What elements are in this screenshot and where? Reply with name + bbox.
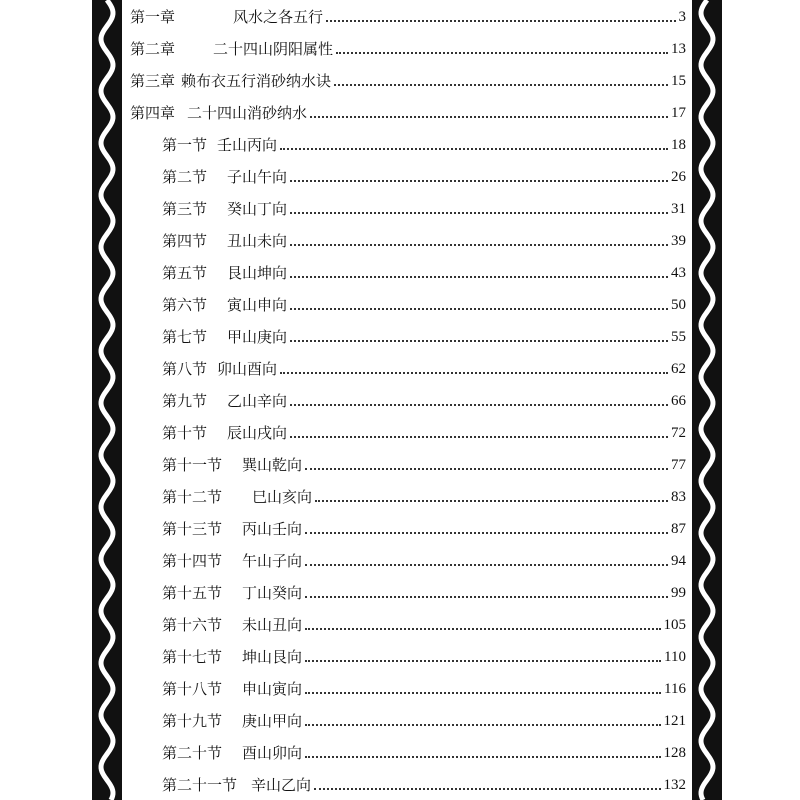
toc-entry-section-5[interactable] bbox=[162, 258, 686, 282]
dot-leader bbox=[280, 372, 668, 374]
dot-leader bbox=[290, 404, 668, 406]
page-number: 105 bbox=[663, 617, 686, 633]
page-number: 31 bbox=[671, 201, 686, 217]
section-title: 子山午向 bbox=[227, 168, 288, 186]
toc-entry-section-10[interactable] bbox=[162, 418, 686, 442]
toc-entry-chapter-2[interactable] bbox=[130, 34, 686, 58]
dot-leader bbox=[334, 84, 668, 86]
chapter-label: 第一章 bbox=[130, 8, 176, 26]
dot-leader bbox=[305, 564, 668, 566]
dot-leader bbox=[315, 500, 668, 502]
section-label: 第十二节 bbox=[162, 488, 223, 506]
toc-entry-section-16[interactable] bbox=[162, 610, 686, 634]
dot-leader bbox=[305, 628, 660, 630]
section-label: 第十九节 bbox=[162, 712, 223, 730]
dot-leader bbox=[280, 148, 668, 150]
page-number: 94 bbox=[671, 553, 686, 569]
page-number: 50 bbox=[671, 297, 686, 313]
section-title: 艮山坤向 bbox=[227, 264, 288, 282]
section-label: 第四节 bbox=[162, 232, 208, 250]
dot-leader bbox=[290, 180, 668, 182]
section-title: 丙山壬向 bbox=[242, 520, 303, 538]
dot-leader bbox=[290, 308, 668, 310]
chapter-title: 二十四山消砂纳水 bbox=[187, 104, 308, 122]
toc-entry-section-21[interactable] bbox=[162, 770, 686, 794]
section-title: 巽山乾向 bbox=[242, 456, 303, 474]
toc-entry-section-11[interactable] bbox=[162, 450, 686, 474]
section-label: 第二节 bbox=[162, 168, 208, 186]
page-number: 83 bbox=[671, 489, 686, 505]
dot-leader bbox=[305, 724, 660, 726]
section-label: 第十五节 bbox=[162, 584, 223, 602]
chapter-title: 二十四山阴阳属性 bbox=[213, 40, 334, 58]
page-number: 18 bbox=[671, 137, 686, 153]
section-title: 丁山癸向 bbox=[242, 584, 303, 602]
dot-leader bbox=[305, 692, 661, 694]
chapter-title: 赖布衣五行消砂纳水诀 bbox=[181, 72, 332, 90]
section-label: 第十六节 bbox=[162, 616, 223, 634]
page-number: 77 bbox=[671, 457, 686, 473]
chapter-title: 风水之各五行 bbox=[233, 8, 324, 26]
page-number: 17 bbox=[671, 105, 686, 121]
section-title: 巳山亥向 bbox=[252, 488, 313, 506]
section-label: 第三节 bbox=[162, 200, 208, 218]
page-number: 110 bbox=[664, 649, 686, 665]
toc-entry-section-13[interactable] bbox=[162, 514, 686, 538]
section-title: 申山寅向 bbox=[242, 680, 303, 698]
toc-entry-section-18[interactable] bbox=[162, 674, 686, 698]
section-title: 癸山丁向 bbox=[227, 200, 288, 218]
page-number: 87 bbox=[671, 521, 686, 537]
page-number: 13 bbox=[671, 41, 686, 57]
toc-entry-section-8[interactable] bbox=[162, 354, 686, 378]
dot-leader bbox=[305, 660, 661, 662]
dot-leader bbox=[305, 756, 660, 758]
section-title: 乙山辛向 bbox=[227, 392, 288, 410]
right-decorative-border bbox=[692, 0, 722, 800]
toc-entry-section-12[interactable] bbox=[162, 482, 686, 506]
page-number: 99 bbox=[671, 585, 686, 601]
section-label: 第十八节 bbox=[162, 680, 223, 698]
page-number: 121 bbox=[663, 713, 686, 729]
toc-entry-section-2[interactable] bbox=[162, 162, 686, 186]
section-label: 第十四节 bbox=[162, 552, 223, 570]
toc-entry-chapter-4[interactable] bbox=[130, 98, 686, 122]
toc-entry-section-4[interactable] bbox=[162, 226, 686, 250]
section-label: 第十节 bbox=[162, 424, 208, 442]
page-number: 66 bbox=[671, 393, 686, 409]
chapter-label: 第四章 bbox=[130, 104, 176, 122]
section-title: 坤山艮向 bbox=[242, 648, 303, 666]
section-label: 第二十一节 bbox=[162, 776, 238, 794]
chapter-label: 第二章 bbox=[130, 40, 176, 58]
chapter-label: 第三章 bbox=[130, 72, 176, 90]
page-number: 15 bbox=[671, 73, 686, 89]
toc-entry-section-20[interactable] bbox=[162, 738, 686, 762]
section-label: 第五节 bbox=[162, 264, 208, 282]
dot-leader bbox=[314, 788, 660, 790]
dot-leader bbox=[310, 116, 668, 118]
toc-entry-chapter-1[interactable] bbox=[130, 2, 686, 26]
page-number: 128 bbox=[663, 745, 686, 761]
toc-entry-section-14[interactable] bbox=[162, 546, 686, 570]
dot-leader bbox=[336, 52, 668, 54]
section-title: 庚山甲向 bbox=[242, 712, 303, 730]
section-title: 寅山申向 bbox=[227, 296, 288, 314]
section-label: 第十一节 bbox=[162, 456, 223, 474]
page-number: 26 bbox=[671, 169, 686, 185]
dot-leader bbox=[290, 340, 668, 342]
toc-entry-section-17[interactable] bbox=[162, 642, 686, 666]
dot-leader bbox=[305, 468, 668, 470]
section-title: 酉山卯向 bbox=[242, 744, 303, 762]
section-title: 卯山酉向 bbox=[217, 360, 278, 378]
dot-leader bbox=[290, 244, 668, 246]
section-title: 壬山丙向 bbox=[217, 136, 278, 154]
page-number: 39 bbox=[671, 233, 686, 249]
page-number: 3 bbox=[678, 9, 686, 25]
page-number: 116 bbox=[664, 681, 686, 697]
section-title: 辰山戌向 bbox=[227, 424, 288, 442]
dot-leader bbox=[290, 276, 668, 278]
toc-entry-section-7[interactable] bbox=[162, 322, 686, 346]
toc-entry-section-15[interactable] bbox=[162, 578, 686, 602]
table-of-contents bbox=[122, 0, 688, 800]
section-title: 甲山庚向 bbox=[227, 328, 288, 346]
dot-leader bbox=[326, 20, 675, 22]
section-label: 第六节 bbox=[162, 296, 208, 314]
left-decorative-border bbox=[92, 0, 122, 800]
section-label: 第十三节 bbox=[162, 520, 223, 538]
dot-leader bbox=[290, 212, 668, 214]
page-number: 43 bbox=[671, 265, 686, 281]
section-label: 第二十节 bbox=[162, 744, 223, 762]
section-label: 第八节 bbox=[162, 360, 208, 378]
toc-entry-section-19[interactable] bbox=[162, 706, 686, 730]
toc-entry-section-1[interactable] bbox=[162, 130, 686, 154]
section-title: 午山子向 bbox=[242, 552, 303, 570]
page-number: 55 bbox=[671, 329, 686, 345]
section-label: 第九节 bbox=[162, 392, 208, 410]
toc-entry-chapter-3[interactable] bbox=[130, 66, 686, 90]
dot-leader bbox=[305, 532, 668, 534]
section-title: 丑山未向 bbox=[227, 232, 288, 250]
section-label: 第一节 bbox=[162, 136, 208, 154]
section-title: 未山丑向 bbox=[242, 616, 303, 634]
page-number: 72 bbox=[671, 425, 686, 441]
section-title: 辛山乙向 bbox=[251, 776, 312, 794]
page-number: 132 bbox=[663, 777, 686, 793]
toc-entry-section-9[interactable] bbox=[162, 386, 686, 410]
dot-leader bbox=[305, 596, 668, 598]
section-label: 第十七节 bbox=[162, 648, 223, 666]
dot-leader bbox=[290, 436, 668, 438]
page-number: 62 bbox=[671, 361, 686, 377]
section-label: 第七节 bbox=[162, 328, 208, 346]
toc-entry-section-6[interactable] bbox=[162, 290, 686, 314]
toc-entry-section-3[interactable] bbox=[162, 194, 686, 218]
